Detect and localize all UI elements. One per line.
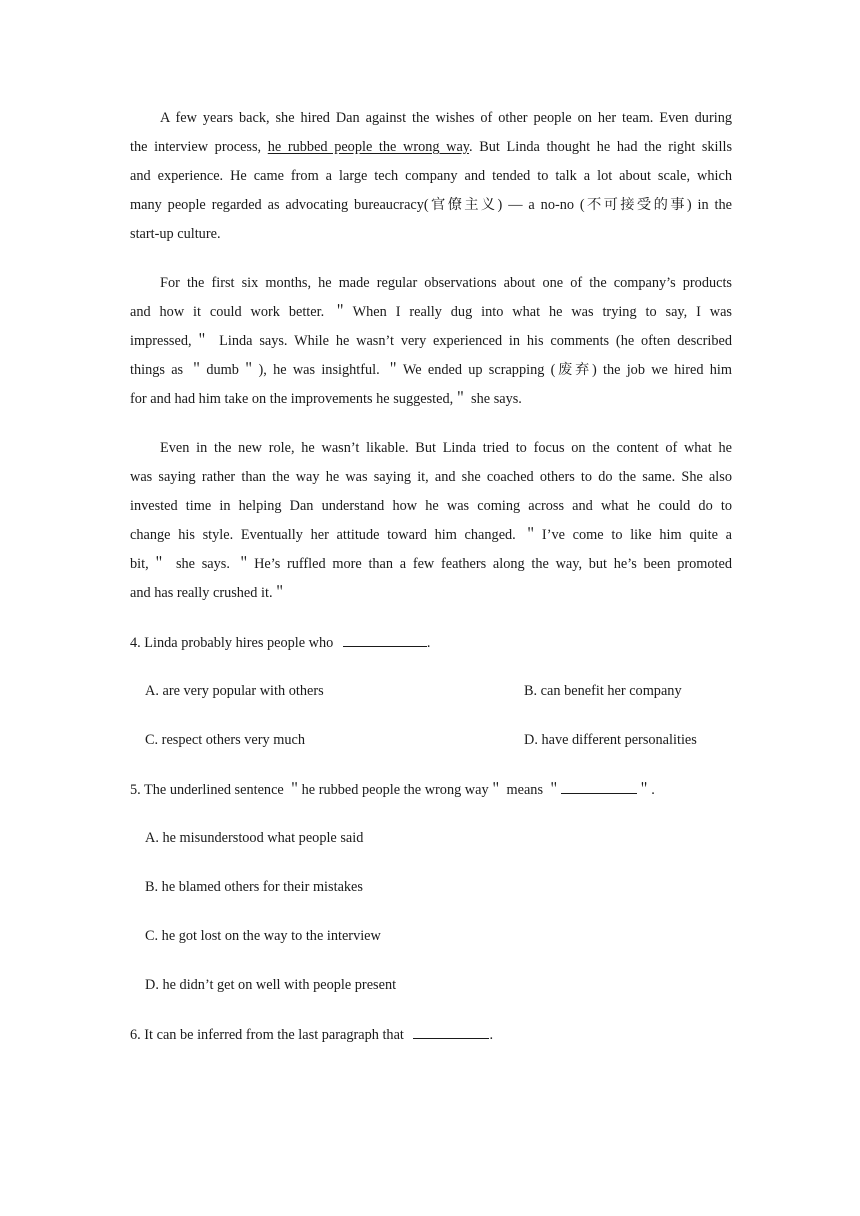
option-4c[interactable]: C. respect others very much — [145, 732, 305, 748]
option-4a[interactable]: A. are very popular with others — [145, 683, 324, 699]
passage-paragraph-2 — [130, 269, 732, 414]
passage-paragraph-1 — [130, 104, 732, 249]
passage-paragraph-3 — [130, 434, 732, 608]
option-5d[interactable]: D. he didn’t get on well with people present — [145, 977, 397, 993]
paragraph-line: the interview process, he rubbed people the wrong way. But Linda thought he had the right skills — [130, 139, 733, 155]
paragraph-line: impressed,＂ Linda says. While he wasn’t very experienced in his comments (he often described — [130, 333, 732, 349]
underlined-sentence: he rubbed people the wrong way — [267, 139, 470, 155]
question-stem: 4. Linda probably hires people who — [130, 635, 334, 651]
question-stem: 5. The underlined sentence ＂he rubbed people the wrong way＂ means ＂ — [130, 782, 561, 798]
paragraph-line: A few years back, she hired Dan against the wishes of other people on her team. Even during — [160, 110, 732, 126]
answer-blank — [343, 632, 427, 647]
option-5c[interactable]: C. he got lost on the way to the interview — [145, 928, 381, 944]
paragraph-line: and how it could work better. ＂When I really dug into what he was trying to say, I was — [130, 304, 732, 320]
paragraph-line: was saying rather than the way he was saying it, and she coached others to do the same. She also — [130, 469, 732, 485]
answer-blank — [413, 1024, 489, 1039]
paragraph-line: change his style. Eventually her attitude toward him changed. ＂I’ve come to like him quite a — [130, 527, 732, 543]
paragraph-line: For the first six months, he made regular observations about one of the company’s products — [160, 275, 732, 291]
option-4d[interactable]: D. have different personalities — [524, 732, 697, 748]
question-4: 4. Linda probably hires people who . — [130, 632, 430, 653]
paragraph-line: many people regarded as advocating bureaucracy(官僚主义) — a no-no (不可接受的事) in the — [130, 197, 732, 213]
option-4b[interactable]: B. can benefit her company — [524, 683, 682, 699]
question-5: 5. The underlined sentence ＂he rubbed people the wrong way＂ means ＂ ＂. — [130, 779, 655, 800]
paragraph-line: things as ＂dumb＂), he was insightful. ＂We ended up scrapping (废弃) the job we hired him — [130, 362, 732, 378]
option-5a[interactable]: A. he misunderstood what people said — [145, 830, 364, 846]
option-5b[interactable]: B. he blamed others for their mistakes — [145, 879, 363, 895]
paragraph-line: and has really crushed it.＂ — [130, 585, 287, 601]
paragraph-line: for and had him take on the improvements he suggested,＂ she says. — [130, 391, 522, 407]
paragraph-line: start-up culture. — [130, 226, 221, 242]
paragraph-line: bit,＂ she says. ＂He’s ruffled more than a few feathers along the way, but he’s been promoted — [130, 556, 732, 572]
question-stem: 6. It can be inferred from the last paragraph that — [130, 1027, 404, 1043]
paragraph-line: and experience. He came from a large tech company and tended to talk a lot about scale, which — [130, 168, 732, 184]
paragraph-line: invested time in helping Dan understand how he was coming across and what he could do to — [130, 498, 732, 514]
answer-blank — [561, 779, 637, 794]
paragraph-line: Even in the new role, he wasn’t likable. But Linda tried to focus on the content of what he — [160, 440, 732, 456]
question-6: 6. It can be inferred from the last paragraph that . — [130, 1024, 493, 1045]
